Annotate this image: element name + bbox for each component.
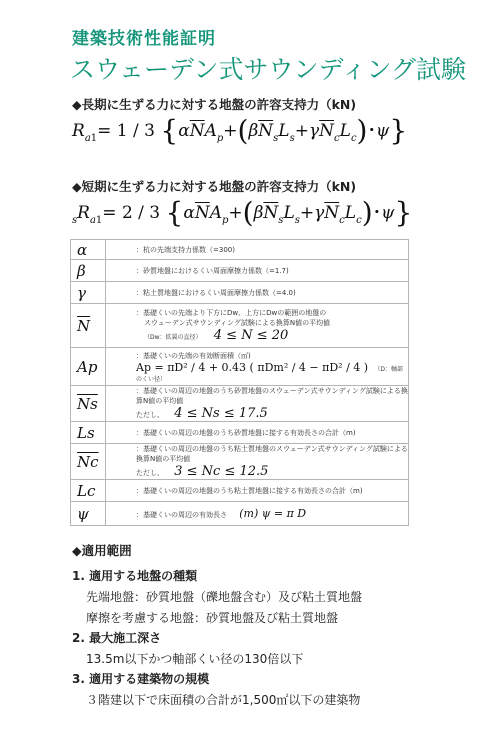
def-alpha: ：杭の先端支持力係数（=300) — [106, 240, 409, 260]
def-row-ap — [71, 348, 409, 386]
scope-item-1-line-1: 先端地盤：砂質地盤（礫地盤含む）及び粘土質地盤 — [86, 590, 363, 604]
symbol-lc: Lc — [71, 480, 106, 502]
symbol-ns: $\overline{Ns}$ — [71, 386, 106, 422]
symbol-n: $\overline{N}$ — [71, 304, 106, 348]
def-nc — [106, 444, 409, 480]
scope-item-2-title: 2. 最大施工深さ — [72, 631, 162, 645]
def-nc-prefix: ただし、 — [136, 469, 164, 477]
scope-section — [72, 541, 472, 711]
long-term-heading: ◆長期に生ずる力に対する地盤の許容支持力（kN) — [72, 97, 357, 112]
def-n-range: 4 ≤ N ≤ 20 — [213, 328, 289, 343]
symbol-beta: β — [71, 260, 106, 282]
def-psi-text: ：基礎くいの周辺の有効長さ — [136, 511, 227, 519]
def-psi — [106, 502, 409, 526]
def-row-ls — [71, 422, 409, 444]
symbol-nc: $\overline{Nc}$ — [71, 444, 106, 480]
scope-item-2-line-1: 13.5m以下かつ軸部くい径の130倍以下 — [86, 652, 304, 666]
def-n-line2: スウェーデン式サウンディング試験による換算N値の平均値 — [144, 319, 331, 327]
symbol-psi: ψ — [71, 502, 106, 526]
long-term-formula: $R_{a1}= 1 / 3$ {$\alpha\overline{N}A_p+(\beta\overline{N}_sL_s+\gamma\overline{N}_cL_c)$･ψ} — [72, 114, 408, 147]
short-term-formula: $_sR_{a1}= 2 / 3$ {$\alpha\overline{N}A_p+(\beta\overline{N}_sL_s+\gamma\overline{N}_cL_c)$･ψ} — [72, 196, 413, 229]
symbol-gamma: γ — [71, 282, 106, 304]
short-term-coef: = 2 / 3 — [102, 203, 161, 223]
def-ns-range: 4 ≤ Ns ≤ 17.5 — [174, 406, 268, 421]
def-row-psi — [71, 502, 409, 526]
symbol-alpha: α — [71, 240, 106, 260]
def-ap-note: （D：軸部のくい径） — [136, 365, 403, 383]
def-row-gamma — [71, 282, 409, 304]
def-ap — [106, 348, 409, 386]
def-gamma: ：粘土質地盤におけるくい周面摩擦力係数（=4.0) — [106, 282, 409, 304]
def-ap-formula: Ap = πD² / 4 + 0.43 ( πDm² / 4 − πD² / 4 ) — [136, 360, 369, 374]
long-term-coef: = 1 / 3 — [97, 121, 155, 141]
def-row-beta — [71, 260, 409, 282]
def-row-nc — [71, 444, 409, 480]
symbol-ls: Ls — [71, 422, 106, 444]
certificate-title: 建築技術性能証明 — [72, 29, 216, 49]
def-ap-line1: ：基礎くいの先端の有効断面積（㎡) — [136, 351, 251, 360]
def-ns-line1: ：基礎くいの周辺の地盤のうち砂質地盤のスウェーデン式サウンディング試験による換算N値の平均値 — [136, 387, 408, 405]
def-beta: ：砂質地盤におけるくい周面摩擦力係数（=1.7) — [106, 260, 409, 282]
scope-item-3-title: 3. 適用する建築物の規模 — [72, 672, 210, 686]
def-n-note: （Dw：拡翼の直径） — [144, 334, 202, 341]
def-row-alpha — [71, 240, 409, 260]
scope-item-1-title: 1. 適用する地盤の種類 — [72, 569, 198, 583]
scope-heading: ◆適用範囲 — [72, 543, 132, 558]
scope-item-1-line-2: 摩擦を考慮する地盤：砂質地盤及び粘土質地盤 — [86, 611, 339, 625]
definitions-table — [70, 239, 409, 526]
def-row-lc — [71, 480, 409, 502]
scope-item-3-line-1: ３階建以下で床面積の合計が1,500㎡以下の建築物 — [86, 693, 361, 707]
def-ns-prefix: ただし、 — [136, 411, 164, 419]
test-method-title: スウェーデン式サウンディング試験 — [70, 55, 467, 84]
def-row-n — [71, 304, 409, 348]
def-nc-line1: ：基礎くいの周辺の地盤のうち粘土質地盤のスウェーデン式サウンディング試験による換算N値の平均値 — [136, 445, 408, 463]
def-ls: ：基礎くいの周辺の地盤のうち砂質地盤に接する有効長さの合計（m) — [106, 422, 409, 444]
def-n — [106, 304, 409, 348]
def-nc-range: 3 ≤ Nc ≤ 12.5 — [174, 464, 269, 479]
def-row-ns — [71, 386, 409, 422]
def-n-line1: ：基礎くいの先端より下方にDw、上方にDwの範囲の地盤の — [136, 309, 327, 317]
def-ns — [106, 386, 409, 422]
def-lc: ：基礎くいの周辺の地盤のうち粘土質地盤に接する有効長さの合計（m) — [106, 480, 409, 502]
symbol-ap: Ap — [71, 348, 106, 386]
def-psi-formula: (m) ψ = π D — [239, 507, 307, 520]
short-term-heading: ◆短期に生ずる力に対する地盤の許容支持力（kN) — [72, 179, 357, 194]
